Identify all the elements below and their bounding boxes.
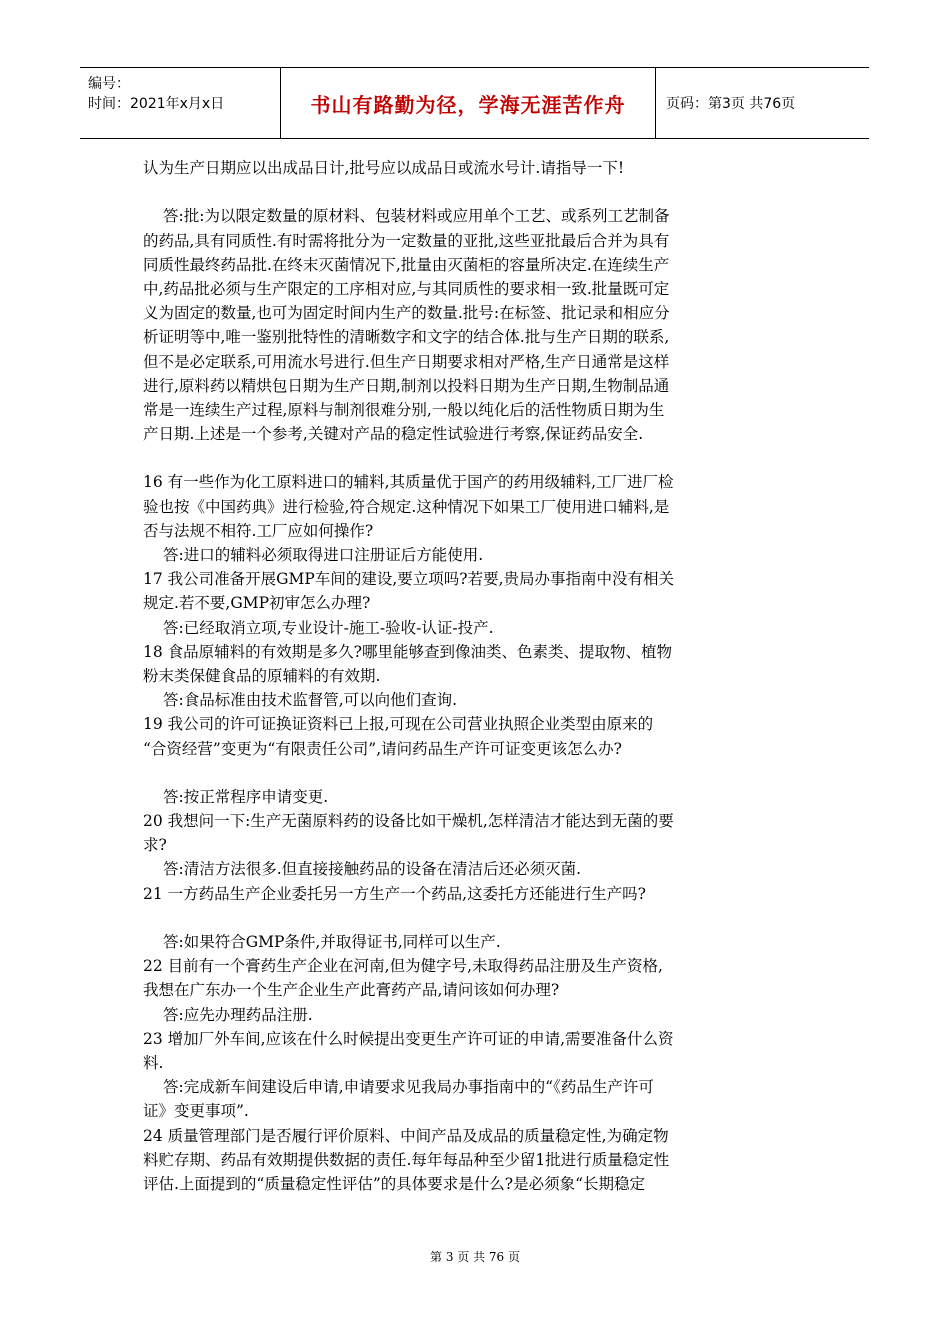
header-page-cell (656, 68, 869, 138)
text-line: 16 有一些作为化工原料进口的辅料,其质量优于国产的药用级辅料,工厂进厂检 (143, 473, 674, 492)
text-line: 义为固定的数量,也可为固定时间内生产的数量.批号:在标签、批记录和相应分 (143, 304, 670, 323)
text-line: 同质性最终药品批.在终末灭菌情况下,批量由灭菌柜的容量所决定.在连续生产 (143, 255, 670, 274)
text-line: 我想在广东办一个生产企业生产此膏药产品,请问该如何办理? (143, 981, 560, 1000)
text-line: 评估.上面提到的“质量稳定性评估”的具体要求是什么?是必须象“长期稳定 (143, 1174, 646, 1193)
document-date: 时间：2021年x月x日 (88, 96, 225, 112)
text-line: 料贮存期、药品有效期提供数据的责任.每年每品种至少留1批进行质量稳定性 (143, 1150, 670, 1169)
blank-line (143, 180, 808, 204)
text-line: 23 增加厂外车间,应该在什么时候提出变更生产许可证的申请,需要准备什么资 (143, 1029, 674, 1048)
text-line: “合资经营”变更为“有限责任公司”,请问药品生产许可证变更该怎么办? (143, 739, 622, 758)
text-line: 进行,原料药以精烘包日期为生产日期,制剂以投料日期为生产日期,生物制品通 (143, 376, 670, 395)
text-line: 常是一连续生产过程,原料与制剂很难分别,一般以纯化后的活性物质日期为生 (143, 400, 665, 419)
text-line: 24 质量管理部门是否履行评价原料、中间产品及成品的质量稳定性,为确定物 (143, 1126, 669, 1145)
answer-line: 答:进口的辅料必须取得进口注册证后方能使用. (163, 546, 484, 564)
text-line: 求? (143, 836, 167, 855)
text-line: 17 我公司准备开展GMP车间的建设,要立项吗?若要,贵局办事指南中没有相关 (143, 570, 674, 589)
answer-line: 答:如果符合GMP条件,并取得证书,同样可以生产. (163, 933, 501, 951)
blank-line (143, 446, 808, 470)
answer-line: 答:清洁方法很多.但直接接触药品的设备在清洁后还必须灭菌. (163, 860, 582, 879)
page-footer: 第 3 页 共 76 页 (430, 1250, 520, 1264)
header-motto-cell (280, 68, 656, 138)
answer-line: 答:已经取消立项,专业设计-施工-验收-认证-投产. (163, 618, 494, 637)
text-line: 21 一方药品生产企业委托另一方生产一个药品,这委托方还能进行生产吗? (143, 884, 646, 903)
answer-line: 答:应先办理药品注册. (163, 1005, 313, 1024)
text-line: 认为生产日期应以出成品日计,批号应以成品日或流水号计.请指导一下! (143, 159, 625, 177)
header-page-number: 页码：第3页 共76页 (666, 96, 796, 112)
header-motto: 书山有路勤为径，学海无涯苦作舟 (310, 92, 626, 117)
text-line: 粉末类保健食品的原辅料的有效期. (143, 666, 381, 685)
text-line: 19 我公司的许可证换证资料已上报,可现在公司营业执照企业类型由原来的 (143, 715, 654, 734)
text-line: 产日期.上述是一个参考,关键对产品的稳定性试验进行考察,保证药品安全. (143, 425, 644, 444)
blank-line (143, 906, 808, 930)
answer-line: 答:按正常程序申请变更. (163, 787, 329, 806)
page-header (80, 67, 869, 139)
text-line: 22 目前有一个膏药生产企业在河南,但为健字号,未取得药品注册及生产资格, (143, 957, 663, 976)
text-line: 20 我想问一下:生产无菌原料药的设备比如干燥机,怎样清洁才能达到无菌的要 (143, 812, 674, 831)
answer-line: 答:食品标准由技术监督管,可以向他们查询. (163, 691, 458, 710)
answer-line: 答:完成新车间建设后申请,申请要求见我局办事指南中的“《药品生产许可 (163, 1078, 654, 1097)
document-number: 编号： (88, 76, 130, 92)
text-line: 料. (143, 1053, 164, 1072)
text-line: 的药品,具有同质性.有时需将批分为一定数量的亚批,这些亚批最后合并为具有 (143, 231, 670, 250)
text-line: 18 食品原辅料的有效期是多久?哪里能够查到像油类、色素类、提取物、植物 (143, 642, 672, 661)
document-body (143, 156, 808, 1196)
text-line: 规定.若不要,GMP初审怎么办理? (143, 594, 371, 613)
blank-line (143, 761, 808, 785)
text-line: 但不是必定联系,可用流水号进行.但生产日期要求相对严格,生产日通常是这样 (143, 352, 670, 371)
text-line: 中,药品批必须与生产限定的工序相对应,与其同质性的要求相一致.批量既可定 (143, 279, 670, 298)
header-meta (80, 68, 280, 138)
text-line: 证》变更事项”. (143, 1102, 249, 1121)
text-line: 验也按《中国药典》进行检验,符合规定.这种情况下如果工厂使用进口辅料,是 (143, 497, 670, 516)
text-line: 否与法规不相符.工厂应如何操作? (143, 521, 374, 540)
answer-line: 答:批:为以限定数量的原材料、包装材料或应用单个工艺、或系列工艺制备 (163, 207, 670, 226)
text-line: 析证明等中,唯一鉴别批特性的清晰数字和文字的结合体.批与生产日期的联系, (143, 328, 670, 347)
